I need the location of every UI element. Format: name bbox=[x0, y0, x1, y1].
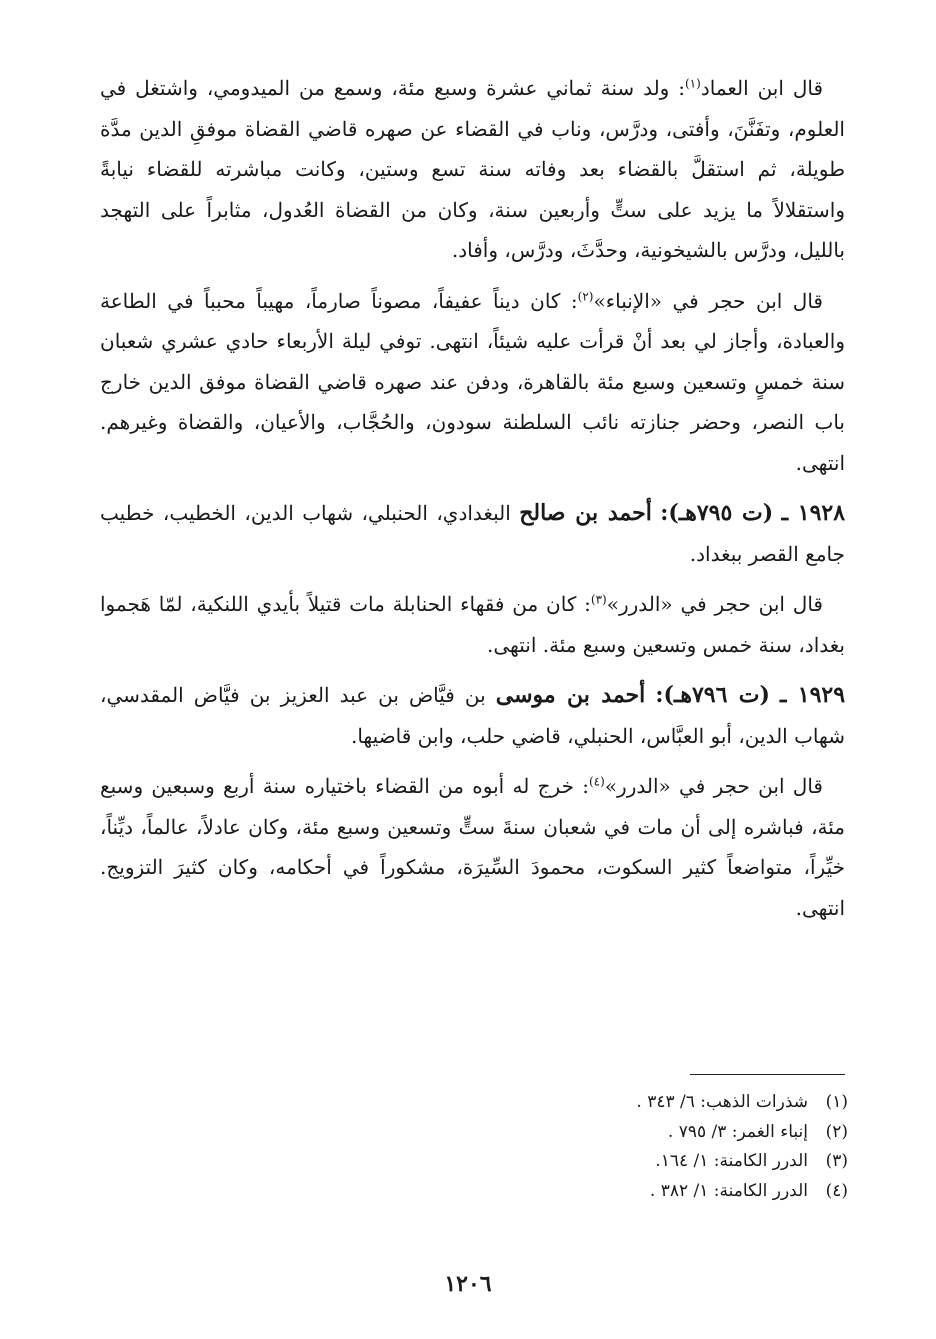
footnotes bbox=[248, 1088, 848, 1206]
entry-number: ١٩٢٩ ـ bbox=[779, 682, 846, 708]
footnote-separator bbox=[690, 1074, 845, 1075]
paragraph-lead: قال ابن العماد bbox=[700, 76, 824, 100]
paragraph-ibn-hajar-inba bbox=[100, 281, 845, 484]
footnote-text: الدرر الكامنة: ١/ ١٦٤. bbox=[655, 1151, 808, 1171]
footnote-text: إنباء الغمر: ٣/ ٧٩٥ . bbox=[667, 1121, 808, 1142]
footnote-text: شذرات الذهب: ٦/ ٣٤٣ . bbox=[636, 1092, 808, 1112]
footnote bbox=[248, 1118, 848, 1148]
entry-death-date: (ت ٧٩٥هـ): bbox=[660, 500, 774, 526]
page-number: ١٢٠٦ bbox=[444, 1271, 492, 1297]
paragraph-lead: قال ابن حجر في «الدرر» bbox=[606, 592, 823, 616]
entry-name: أحمد بن صالح bbox=[519, 500, 652, 526]
paragraph-body: : كان ديناً عفيفاً، مصوناً صارماً، مهيباً محبباً في الطاعة والعبادة، وأجاز لي بعد أنْ قرأت عليه شيئاً، انتهى. توفي ليلة الأربعاء حادي عشري شعبان سنة خمسٍ وتسعين وسبع مئة بالقاهرة، ودفن عند صهره قاضي القضاة موفق الدين خارج باب النصر، وحضر جنازته نائب السلطنة سودون، والحُجَّاب، والأعيان، والقضاة وغيرهم. انتهى. bbox=[100, 288, 845, 475]
paragraph-ibn-hajar-durar-2 bbox=[100, 766, 845, 928]
footnote-ref-2: (٢) bbox=[577, 288, 594, 303]
entry-1928 bbox=[100, 493, 845, 574]
entry-description: بن فيَّاض بن عبد العزيز بن فيَّاض المقدسي، شهاب الدين، أبو العبَّاس، الحنبلي، قاضي حلب، وابن قاضيها. bbox=[100, 683, 845, 748]
paragraph-body: : كان من فقهاء الحنابلة مات قتيلاً بأيدي اللنكية، لمّا هَجموا بغداد، سنة خمس وتسعين وسبع مئة. انتهى. bbox=[100, 592, 845, 657]
paragraph-ibn-hajar-durar-1 bbox=[100, 584, 845, 665]
paragraph-lead: قال ابن حجر في «الدرر» bbox=[604, 774, 823, 798]
entry-1929 bbox=[100, 675, 845, 756]
footnote bbox=[248, 1177, 848, 1207]
paragraph-ibn-al-imad bbox=[100, 68, 845, 271]
paragraph-lead: قال ابن حجر في «الإنباء» bbox=[593, 288, 823, 313]
footnote-number: (٣) bbox=[825, 1151, 848, 1171]
footnote bbox=[248, 1088, 848, 1118]
footnote-number: (١) bbox=[825, 1092, 848, 1112]
paragraph-body: : ولد سنة ثماني عشرة وسبع مئة، وسمع من الميدومي، واشتغل في العلوم، وتفَنَّنَ، وأفتى، ودرَّس، وناب في القضاء عن صهره قاضي القضاة موفقِ الدين مدَّة طويلة، ثم استقلَّ بالقضاء بعد وفاته سنة تسع وستين، وكانت مباشرته للقضاء نيابةً واستقلالاً ما يزيد على ستٍّ وأربعين سنة، وكان من القضاة العُدول، مثابراً على التهجد بالليل، ودرَّس بالشيخونية، وحدَّثَ، ودرَّس، وأفاد. bbox=[100, 76, 845, 262]
entry-number: ١٩٢٨ ـ bbox=[781, 500, 846, 526]
footnote-text: الدرر الكامنة: ١/ ٣٨٢ . bbox=[649, 1180, 808, 1201]
entry-description: البغدادي، الحنبلي، شهاب الدين، الخطيب، خطيب جامع القصر ببغداد. bbox=[100, 501, 845, 566]
entry-death-date: (ت ٧٩٦هـ): bbox=[655, 682, 770, 708]
entry-name: أحمد بن موسى bbox=[495, 682, 646, 708]
footnote-ref-1: (١) bbox=[684, 76, 701, 91]
footnote-ref-4: (٤) bbox=[588, 774, 605, 789]
footnote-ref-3: (٣) bbox=[590, 592, 607, 607]
main-text bbox=[100, 68, 845, 938]
footnote-number: (٤) bbox=[825, 1180, 848, 1201]
paragraph-body: : خرج له أبوه من القضاء باختياره سنة أربع وسبعين وسبع مئة، فباشره إلى أن مات في شعبان سنةَ ستٍّ وتسعين وسبع مئة، وكان عادلاً، عالماً، ديِّناً، خيِّراً، متواضعاً كثير السكوت، محمودَ السِّيرَة، مشكوراً في أحكامه، وكان كثيرَ التزويج. انتهى. bbox=[100, 774, 845, 920]
footnote bbox=[248, 1147, 848, 1177]
footnote-number: (٢) bbox=[825, 1121, 848, 1142]
